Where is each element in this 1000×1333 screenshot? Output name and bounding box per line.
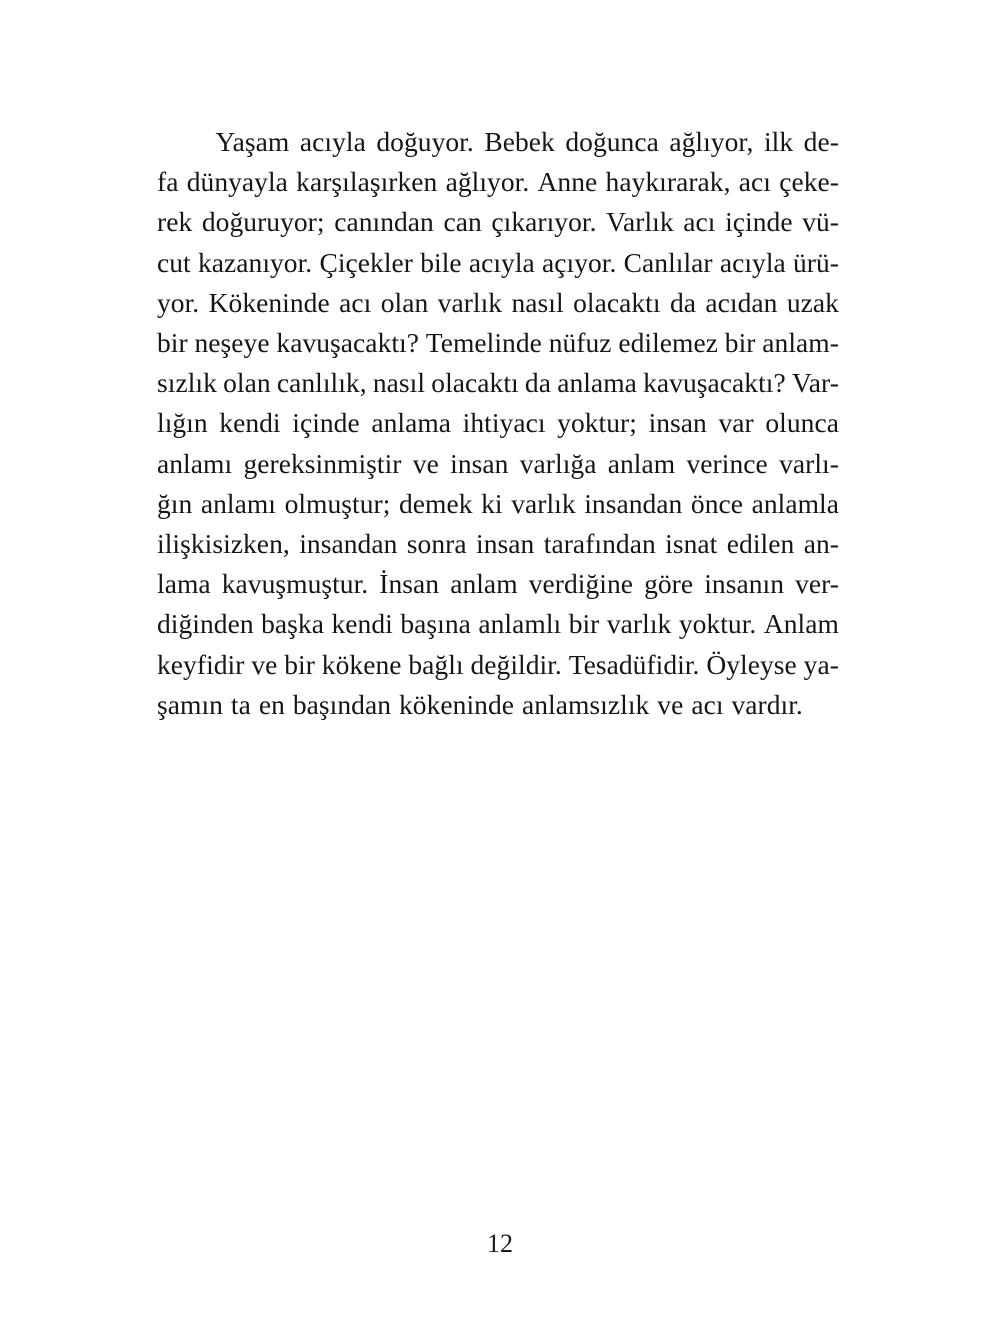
word: anlamsızlık bbox=[521, 688, 650, 720]
word: gereksinmiştir bbox=[243, 447, 402, 479]
text-line bbox=[157, 685, 839, 725]
word: Çiçekler bbox=[319, 246, 413, 278]
word: keyfidir bbox=[157, 648, 245, 680]
page-number: 12 bbox=[487, 1229, 513, 1258]
word: acıyla bbox=[719, 246, 786, 278]
word: isnat bbox=[665, 528, 718, 560]
word: acıdan bbox=[705, 286, 778, 318]
word: lığın bbox=[157, 407, 208, 439]
word: kendi bbox=[331, 608, 393, 640]
word: en bbox=[258, 688, 285, 720]
word: olmuştur; bbox=[284, 487, 391, 519]
word: vardır. bbox=[731, 688, 803, 720]
word: nasıl bbox=[372, 367, 426, 399]
word: yoktur. bbox=[678, 608, 757, 640]
word: sonra bbox=[406, 528, 467, 560]
word: Var- bbox=[791, 367, 839, 399]
word: başka bbox=[261, 608, 324, 640]
word: bir bbox=[724, 327, 756, 359]
word: verdiğine bbox=[528, 568, 634, 600]
word: bile bbox=[420, 246, 462, 278]
word: canlılık, bbox=[276, 367, 367, 399]
word: cut bbox=[157, 246, 191, 278]
word: bir bbox=[157, 327, 188, 359]
word: karşılaşırken bbox=[296, 166, 438, 198]
word: ilk bbox=[763, 126, 794, 157]
word: nüfuz bbox=[548, 327, 612, 359]
word: anlam- bbox=[762, 327, 839, 359]
word: rek bbox=[157, 206, 193, 238]
word: kazanıyor. bbox=[197, 246, 313, 278]
word: insan bbox=[648, 407, 707, 439]
word: da bbox=[669, 286, 696, 318]
word: varlık bbox=[511, 487, 576, 519]
word: olan bbox=[223, 367, 271, 399]
word: açıyor. bbox=[542, 246, 617, 278]
word: acı bbox=[339, 286, 372, 318]
word: anlam bbox=[607, 447, 676, 479]
word: ki bbox=[481, 487, 503, 519]
word: ve bbox=[251, 648, 278, 680]
word: kavuşmuştur. bbox=[221, 568, 369, 600]
text-line bbox=[157, 283, 839, 323]
word: göre bbox=[644, 568, 694, 600]
text-line bbox=[157, 444, 839, 484]
word: fa bbox=[157, 166, 179, 198]
word: acı bbox=[691, 688, 724, 720]
word: Kökeninde bbox=[208, 286, 330, 318]
text-line bbox=[157, 202, 839, 242]
word: uzak bbox=[786, 286, 839, 318]
word: ve bbox=[412, 447, 439, 479]
word: Yaşam bbox=[215, 126, 290, 157]
word: ta bbox=[230, 688, 251, 720]
word: ağlıyor. bbox=[445, 166, 530, 198]
word: neşeye bbox=[194, 327, 270, 359]
word: Anne bbox=[537, 166, 598, 198]
word: lama bbox=[157, 568, 211, 600]
word: canından bbox=[334, 206, 434, 238]
word: doğuruyor; bbox=[201, 206, 325, 238]
word: İnsan bbox=[379, 568, 440, 600]
word: bir bbox=[568, 608, 600, 640]
word: başından bbox=[292, 688, 392, 720]
word: doğuyor. bbox=[376, 126, 474, 157]
body-paragraph bbox=[157, 122, 839, 725]
word: Canlılar bbox=[623, 246, 713, 278]
word: olacaktı bbox=[431, 367, 519, 399]
text-line bbox=[157, 524, 839, 564]
word: Varlık bbox=[606, 206, 674, 238]
word: değildir. bbox=[470, 648, 562, 680]
word: de- bbox=[803, 126, 839, 157]
word: başına bbox=[400, 608, 471, 640]
word: yoktur; bbox=[557, 407, 637, 439]
word: Temelinde bbox=[425, 327, 542, 359]
word: varlık bbox=[437, 286, 503, 318]
word: an- bbox=[803, 528, 839, 560]
word: insan bbox=[476, 528, 535, 560]
word: anlamla bbox=[751, 487, 839, 519]
word: edilen bbox=[726, 528, 795, 560]
word: varlığa bbox=[519, 447, 597, 479]
word: önce bbox=[690, 487, 744, 519]
word: çıkarıyor. bbox=[491, 206, 597, 238]
word: acıyla bbox=[299, 126, 366, 157]
word: olan bbox=[380, 286, 429, 318]
word: anlama bbox=[371, 407, 452, 439]
word: edilemez bbox=[618, 327, 719, 359]
word: kökene bbox=[321, 648, 402, 680]
word: içinde bbox=[725, 206, 793, 238]
word: haykırarak, bbox=[605, 166, 731, 198]
word: kendi bbox=[219, 407, 281, 439]
word: anlamlı bbox=[478, 608, 562, 640]
text-line bbox=[157, 243, 839, 283]
text-line bbox=[157, 645, 839, 685]
word: vü- bbox=[802, 206, 839, 238]
text-line bbox=[157, 604, 839, 644]
word: Anlam bbox=[763, 608, 839, 640]
word: kökeninde bbox=[399, 688, 515, 720]
text-line bbox=[157, 564, 839, 604]
word: olunca bbox=[765, 407, 839, 439]
word: Öyleyse bbox=[706, 648, 797, 680]
word: insandan bbox=[299, 528, 398, 560]
word: insan bbox=[450, 447, 509, 479]
word: acı bbox=[738, 166, 771, 198]
word: insandan bbox=[584, 487, 683, 519]
word: tarafından bbox=[543, 528, 656, 560]
word: olacaktı bbox=[573, 286, 661, 318]
body-text-block bbox=[157, 122, 839, 725]
word: Bebek bbox=[484, 126, 555, 157]
word: anlamı bbox=[200, 487, 276, 519]
word: diğinden bbox=[157, 608, 254, 640]
word: varlık bbox=[606, 608, 672, 640]
word: ürü- bbox=[792, 246, 839, 278]
word: Tesadüfidir. bbox=[568, 648, 700, 680]
text-line bbox=[157, 403, 839, 443]
word: can bbox=[443, 206, 482, 238]
paragraph-indent bbox=[157, 122, 205, 162]
word: bir bbox=[284, 648, 315, 680]
text-line bbox=[157, 363, 839, 403]
word: var bbox=[718, 407, 754, 439]
word: yor. bbox=[157, 286, 200, 318]
word: ver- bbox=[795, 568, 839, 600]
word: demek bbox=[399, 487, 473, 519]
word: da bbox=[524, 367, 551, 399]
word: çeke- bbox=[779, 166, 839, 198]
word: ihtiyacı bbox=[462, 407, 546, 439]
word: kavuşacaktı? bbox=[276, 327, 420, 359]
word: ilişkisizken, bbox=[157, 528, 290, 560]
text-line bbox=[157, 122, 839, 162]
word: varlı- bbox=[779, 447, 839, 479]
word: acıyla bbox=[468, 246, 535, 278]
word: kavuşacaktı? bbox=[643, 367, 786, 399]
word: anlamı bbox=[157, 447, 233, 479]
text-line bbox=[157, 323, 839, 363]
word: şamın bbox=[157, 688, 223, 720]
word: anlama bbox=[557, 367, 637, 399]
word: nasıl bbox=[511, 286, 564, 318]
word: acı bbox=[683, 206, 716, 238]
word: ğın bbox=[157, 487, 193, 519]
word: sızlık bbox=[157, 367, 217, 399]
text-line bbox=[157, 484, 839, 524]
word: içinde bbox=[292, 407, 360, 439]
word: bağlı bbox=[408, 648, 464, 680]
word: insanın bbox=[704, 568, 785, 600]
word: doğunca bbox=[565, 126, 659, 157]
word: ya- bbox=[803, 648, 839, 680]
word: ve bbox=[657, 688, 684, 720]
word: verince bbox=[686, 447, 768, 479]
text-line bbox=[157, 162, 839, 202]
word: dünyayla bbox=[186, 166, 288, 198]
word: anlam bbox=[450, 568, 518, 600]
word: ağlıyor, bbox=[669, 126, 754, 157]
